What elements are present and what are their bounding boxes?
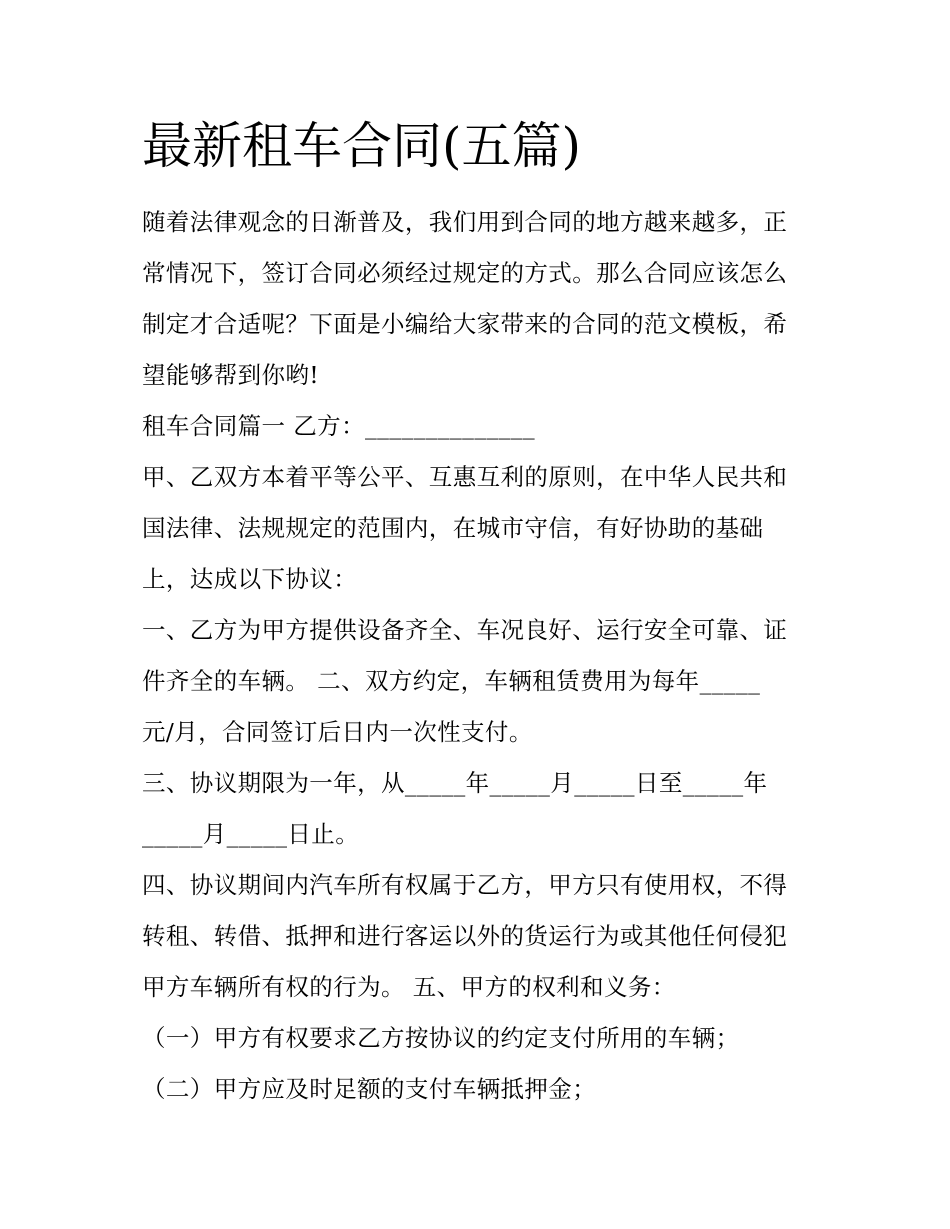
clause-2-line: 件齐全的车辆。 二、双方约定，车辆租赁费用为每年_____ bbox=[142, 667, 761, 695]
sub-clause-2: （二）甲方应及时足额的支付车辆抵押金； bbox=[142, 1075, 597, 1103]
clause-4-line: 四、协议期间内汽车所有权属于乙方，甲方只有使用权，不得 bbox=[142, 871, 788, 899]
section-heading-contract-1: 租车合同篇一 乙方：______________ bbox=[142, 412, 536, 440]
clause-1-line: 一、乙方为甲方提供设备齐全、车况良好、运行安全可靠、证 bbox=[142, 616, 788, 644]
intro-line-2: 常情况下，签订合同必须经过规定的方式。那么合同应该怎么 bbox=[142, 259, 788, 287]
intro-line-1: 随着法律观念的日渐普及，我们用到合同的地方越来越多，正 bbox=[142, 208, 788, 236]
intro-line-3: 制定才合适呢？下面是小编给大家带来的合同的范文模板，希 bbox=[142, 310, 788, 338]
clause-3-line: _____月_____日止。 bbox=[142, 820, 360, 848]
clause-5-line: 甲方车辆所有权的行为。 五、甲方的权利和义务： bbox=[142, 973, 676, 1001]
clause-3-line: 三、协议期限为一年，从_____年_____月_____日至_____年 bbox=[142, 769, 768, 797]
clause-4-line: 转租、转借、抵押和进行客运以外的货运行为或其他任何侵犯 bbox=[142, 922, 788, 950]
paragraph-line: 甲、乙双方本着平等公平、互惠互利的原则，在中华人民共和 bbox=[142, 463, 788, 491]
paragraph-line: 国法律、法规规定的范围内，在城市守信，有好协助的基础 bbox=[142, 514, 764, 542]
sub-clause-1: （一）甲方有权要求乙方按协议的约定支付所用的车辆； bbox=[142, 1024, 740, 1052]
intro-line-4: 望能够帮到你哟! bbox=[142, 361, 320, 389]
clause-2-line: 元/月，合同签订后日内一次性支付。 bbox=[142, 718, 533, 746]
paragraph-line: 上，达成以下协议： bbox=[142, 565, 358, 593]
document-title: 最新租车合同(五篇) bbox=[142, 117, 582, 175]
